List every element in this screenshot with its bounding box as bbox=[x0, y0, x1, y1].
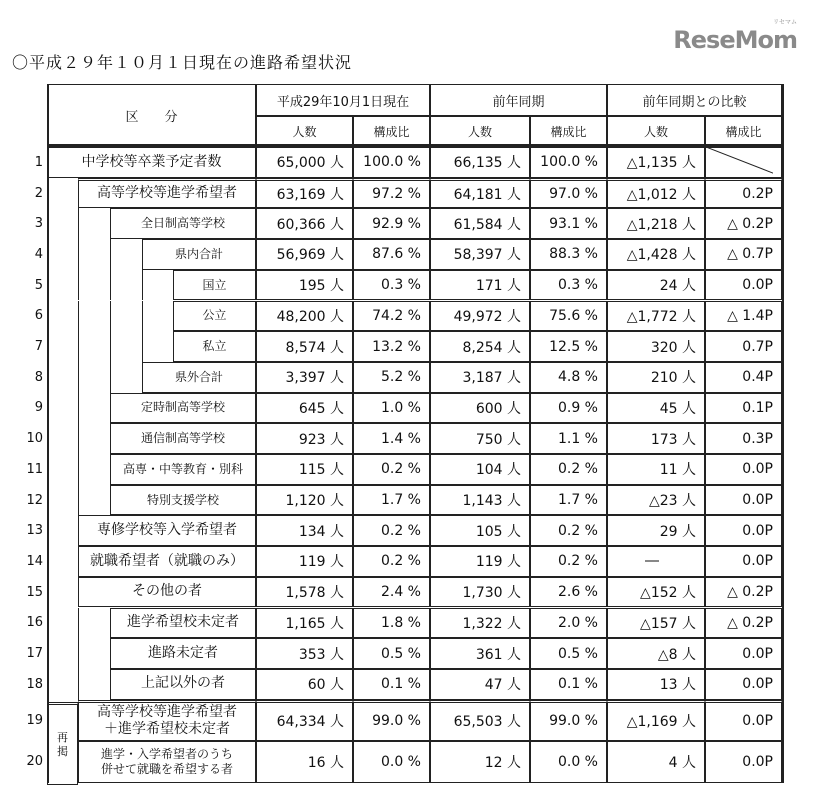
cell-current-count: 1,578 人 bbox=[256, 577, 353, 608]
cell-diff-count: △152 人 bbox=[607, 577, 705, 608]
cell-diff-ratio: 0.0P bbox=[705, 741, 782, 783]
row-label: 私立 bbox=[173, 331, 256, 362]
cell-diff-ratio: 0.0P bbox=[705, 700, 782, 742]
row-label: 進学・入学希望者のうち 併せて就職を希望する者 bbox=[78, 741, 256, 783]
cell-current-count: 8,574 人 bbox=[256, 331, 353, 362]
cell-prev-ratio: 0.2 % bbox=[530, 546, 607, 577]
cell-diff-ratio: 0.0P bbox=[705, 546, 782, 577]
diagonal-slash bbox=[706, 147, 773, 177]
bracket-line bbox=[78, 423, 79, 454]
cell-prev-count: 3,187 人 bbox=[430, 362, 530, 393]
cell-diff-ratio: 0.3P bbox=[705, 423, 782, 454]
cell-diff-count: △1,428 人 bbox=[607, 239, 705, 270]
cell-prev-ratio: 0.9 % bbox=[530, 393, 607, 424]
cell-prev-ratio: 75.6 % bbox=[530, 301, 607, 332]
cell-current-ratio: 0.5 % bbox=[353, 638, 430, 669]
watermark-subtext: リセマム bbox=[773, 19, 797, 26]
header-sub: 人数 bbox=[256, 116, 353, 146]
row-label: 国立 bbox=[173, 270, 256, 301]
bracket-line bbox=[78, 208, 79, 239]
bracket-line bbox=[110, 301, 111, 332]
cell-diff-ratio: 0.2P bbox=[705, 178, 782, 209]
row-number: 19 bbox=[26, 712, 43, 728]
cell-diff-ratio: 0.0P bbox=[705, 638, 782, 669]
cell-current-ratio: 97.2 % bbox=[353, 178, 430, 209]
bracket-line bbox=[78, 669, 79, 700]
bracket-line bbox=[110, 331, 111, 362]
cell-current-count: 16 人 bbox=[256, 741, 353, 783]
cell-prev-ratio: 0.3 % bbox=[530, 270, 607, 301]
cell-prev-ratio: 88.3 % bbox=[530, 239, 607, 270]
header-category: 区 分 bbox=[47, 84, 256, 146]
cell-diff-ratio: 0.0P bbox=[705, 669, 782, 700]
row-number: 6 bbox=[34, 308, 43, 324]
cell-prev-ratio: 93.1 % bbox=[530, 208, 607, 239]
row-number: 12 bbox=[26, 492, 43, 508]
cell-current-count: 64,334 人 bbox=[256, 700, 353, 742]
row-label: 進路未定者 bbox=[110, 638, 256, 669]
cell-prev-count: 1,143 人 bbox=[430, 485, 530, 516]
cell-current-count: 1,165 人 bbox=[256, 608, 353, 639]
bracket-line bbox=[142, 301, 143, 332]
cell-prev-count: 119 人 bbox=[430, 546, 530, 577]
cell-prev-count: 171 人 bbox=[430, 270, 530, 301]
cell-diff-ratio bbox=[705, 147, 782, 178]
row-number: 17 bbox=[26, 646, 43, 662]
bracket-line bbox=[142, 331, 143, 362]
cell-current-ratio: 0.0 % bbox=[353, 741, 430, 783]
row-label: 定時制高等学校 bbox=[110, 393, 256, 424]
cell-current-count: 115 人 bbox=[256, 454, 353, 485]
cell-prev-count: 64,181 人 bbox=[430, 178, 530, 209]
cell-diff-ratio: △ 1.4P bbox=[705, 301, 782, 332]
row-number: 16 bbox=[26, 615, 43, 631]
row-number: 10 bbox=[26, 431, 43, 447]
cell-prev-count: 1,322 人 bbox=[430, 608, 530, 639]
cell-diff-ratio: △ 0.2P bbox=[705, 608, 782, 639]
cell-current-count: 60 人 bbox=[256, 669, 353, 700]
cell-diff-count: 29 人 bbox=[607, 515, 705, 546]
bracket-line bbox=[78, 454, 79, 485]
cell-prev-ratio: 0.5 % bbox=[530, 638, 607, 669]
cell-prev-ratio: 0.1 % bbox=[530, 669, 607, 700]
cell-diff-ratio: 0.0P bbox=[705, 270, 782, 301]
cell-diff-count: 4 人 bbox=[607, 741, 705, 783]
cell-diff-ratio: 0.7P bbox=[705, 331, 782, 362]
header-sub: 人数 bbox=[430, 116, 530, 146]
cell-diff-count: 11 人 bbox=[607, 454, 705, 485]
cell-diff-ratio: 0.0P bbox=[705, 515, 782, 546]
cell-diff-count: △157 人 bbox=[607, 608, 705, 639]
cell-diff-ratio: 0.4P bbox=[705, 362, 782, 393]
row-number: 13 bbox=[26, 523, 43, 539]
watermark-text: ReseMom bbox=[673, 26, 797, 54]
cell-prev-count: 104 人 bbox=[430, 454, 530, 485]
cell-prev-ratio: 0.2 % bbox=[530, 454, 607, 485]
cell-current-ratio: 2.4 % bbox=[353, 577, 430, 608]
row-number: 15 bbox=[26, 584, 43, 600]
cell-current-ratio: 5.2 % bbox=[353, 362, 430, 393]
cell-current-count: 1,120 人 bbox=[256, 485, 353, 516]
cell-current-ratio: 1.8 % bbox=[353, 608, 430, 639]
row-label: 県内合計 bbox=[142, 239, 256, 270]
cell-diff-count: △1,135 人 bbox=[607, 147, 705, 178]
header-sub: 構成比 bbox=[530, 116, 607, 146]
cell-prev-count: 49,972 人 bbox=[430, 301, 530, 332]
cell-current-ratio: 0.1 % bbox=[353, 669, 430, 700]
cell-diff-count: 210 人 bbox=[607, 362, 705, 393]
cell-diff-count: △1,169 人 bbox=[607, 700, 705, 742]
row-label: 全日制高等学校 bbox=[110, 208, 256, 239]
cell-current-ratio: 87.6 % bbox=[353, 239, 430, 270]
cell-diff-ratio: 0.0P bbox=[705, 485, 782, 516]
header-divider bbox=[47, 144, 782, 147]
cell-diff-count: 320 人 bbox=[607, 331, 705, 362]
cell-prev-count: 61,584 人 bbox=[430, 208, 530, 239]
cell-diff-ratio: 0.1P bbox=[705, 393, 782, 424]
bracket-line bbox=[78, 638, 79, 669]
cell-diff-count: 13 人 bbox=[607, 669, 705, 700]
row-number: 1 bbox=[34, 154, 43, 170]
cell-diff-ratio: △ 0.2P bbox=[705, 577, 782, 608]
cell-current-count: 56,969 人 bbox=[256, 239, 353, 270]
cell-diff-count: △1,772 人 bbox=[607, 301, 705, 332]
row-label: 進学希望校未定者 bbox=[110, 608, 256, 639]
cell-prev-count: 600 人 bbox=[430, 393, 530, 424]
page-title: 〇平成２９年１０月１日現在の進路希望状況 bbox=[12, 53, 353, 72]
cell-current-count: 48,200 人 bbox=[256, 301, 353, 332]
cell-current-ratio: 100.0 % bbox=[353, 147, 430, 178]
cell-diff-ratio: △ 0.2P bbox=[705, 208, 782, 239]
cell-current-count: 923 人 bbox=[256, 423, 353, 454]
row-number: 9 bbox=[34, 400, 43, 416]
row-label: 通信制高等学校 bbox=[110, 423, 256, 454]
bracket-line bbox=[78, 393, 79, 424]
cell-prev-ratio: 0.0 % bbox=[530, 741, 607, 783]
row-label: 高等学校等進学希望者 bbox=[78, 178, 256, 209]
row-number: 20 bbox=[26, 754, 43, 770]
cell-current-count: 134 人 bbox=[256, 515, 353, 546]
row-number: 11 bbox=[26, 461, 43, 477]
saikei-label: 再 掲 bbox=[47, 702, 78, 785]
cell-prev-count: 66,135 人 bbox=[430, 147, 530, 178]
cell-current-ratio: 0.3 % bbox=[353, 270, 430, 301]
row-number: 2 bbox=[34, 185, 43, 201]
bracket-line bbox=[78, 608, 79, 639]
cell-current-ratio: 0.2 % bbox=[353, 546, 430, 577]
cell-prev-ratio: 4.8 % bbox=[530, 362, 607, 393]
cell-current-count: 65,000 人 bbox=[256, 147, 353, 178]
bracket-line bbox=[78, 301, 79, 332]
cell-diff-count: 45 人 bbox=[607, 393, 705, 424]
cell-diff-ratio: 0.0P bbox=[705, 454, 782, 485]
row-number: 7 bbox=[34, 339, 43, 355]
outer-border-left bbox=[47, 84, 49, 783]
cell-prev-ratio: 99.0 % bbox=[530, 700, 607, 742]
cell-prev-count: 361 人 bbox=[430, 638, 530, 669]
cell-prev-count: 65,503 人 bbox=[430, 700, 530, 742]
row-label: 専修学校等入学希望者 bbox=[78, 515, 256, 546]
row-label: 中学校等卒業予定者数 bbox=[47, 147, 256, 178]
row-label: 高専・中等教育・別科 bbox=[110, 454, 256, 485]
cell-diff-count: △23 人 bbox=[607, 485, 705, 516]
cell-prev-count: 105 人 bbox=[430, 515, 530, 546]
cell-current-ratio: 92.9 % bbox=[353, 208, 430, 239]
cell-current-count: 353 人 bbox=[256, 638, 353, 669]
header-sub: 構成比 bbox=[353, 116, 430, 146]
cell-current-ratio: 74.2 % bbox=[353, 301, 430, 332]
cell-prev-count: 12 人 bbox=[430, 741, 530, 783]
row-number: 4 bbox=[34, 246, 43, 262]
cell-prev-count: 58,397 人 bbox=[430, 239, 530, 270]
cell-current-ratio: 0.2 % bbox=[353, 515, 430, 546]
row-number: 18 bbox=[26, 676, 43, 692]
cell-prev-count: 8,254 人 bbox=[430, 331, 530, 362]
bracket-line bbox=[78, 485, 79, 516]
cell-diff-count: ― bbox=[607, 546, 705, 577]
bracket-line bbox=[142, 270, 143, 301]
row-label: 上記以外の者 bbox=[110, 669, 256, 700]
row-label: 特別支援学校 bbox=[110, 485, 256, 516]
header-group: 前年同期 bbox=[430, 84, 607, 116]
row-number: 5 bbox=[34, 277, 43, 293]
cell-current-count: 645 人 bbox=[256, 393, 353, 424]
header-group: 平成29年10月1日現在 bbox=[256, 84, 430, 116]
bracket-line bbox=[110, 239, 111, 270]
cell-prev-ratio: 12.5 % bbox=[530, 331, 607, 362]
bracket-line bbox=[78, 270, 79, 301]
outer-border-right bbox=[782, 84, 784, 783]
cell-prev-ratio: 2.0 % bbox=[530, 608, 607, 639]
header-group: 前年同期との比較 bbox=[607, 84, 782, 116]
cell-prev-ratio: 0.2 % bbox=[530, 515, 607, 546]
cell-current-ratio: 99.0 % bbox=[353, 700, 430, 742]
cell-prev-count: 1,730 人 bbox=[430, 577, 530, 608]
cell-prev-ratio: 97.0 % bbox=[530, 178, 607, 209]
cell-current-count: 63,169 人 bbox=[256, 178, 353, 209]
cell-current-ratio: 1.4 % bbox=[353, 423, 430, 454]
cell-current-count: 195 人 bbox=[256, 270, 353, 301]
cell-prev-count: 47 人 bbox=[430, 669, 530, 700]
bracket-line bbox=[78, 331, 79, 362]
cell-diff-count: △1,012 人 bbox=[607, 178, 705, 209]
cell-prev-ratio: 1.1 % bbox=[530, 423, 607, 454]
cell-diff-count: 24 人 bbox=[607, 270, 705, 301]
cell-prev-ratio: 1.7 % bbox=[530, 485, 607, 516]
resemom-watermark bbox=[673, 20, 797, 52]
bracket-line bbox=[78, 239, 79, 270]
row-number: 14 bbox=[26, 553, 43, 569]
cell-current-ratio: 1.0 % bbox=[353, 393, 430, 424]
row-label: 高等学校等進学希望者 ＋進学希望校未定者 bbox=[78, 700, 256, 742]
cell-current-ratio: 13.2 % bbox=[353, 331, 430, 362]
row-number: 8 bbox=[34, 369, 43, 385]
row-label: その他の者 bbox=[78, 577, 256, 608]
cell-prev-ratio: 2.6 % bbox=[530, 577, 607, 608]
cell-diff-ratio: △ 0.7P bbox=[705, 239, 782, 270]
cell-prev-ratio: 100.0 % bbox=[530, 147, 607, 178]
header-sub: 人数 bbox=[607, 116, 705, 146]
bracket-line bbox=[110, 270, 111, 301]
header-sub: 構成比 bbox=[705, 116, 782, 146]
cell-diff-count: △1,218 人 bbox=[607, 208, 705, 239]
row-number: 3 bbox=[34, 216, 43, 232]
cell-diff-count: 173 人 bbox=[607, 423, 705, 454]
cell-current-count: 119 人 bbox=[256, 546, 353, 577]
cell-prev-count: 750 人 bbox=[430, 423, 530, 454]
row-label: 就職希望者（就職のみ） bbox=[78, 546, 256, 577]
cell-current-count: 60,366 人 bbox=[256, 208, 353, 239]
row-label: 県外合計 bbox=[142, 362, 256, 393]
cell-current-ratio: 0.2 % bbox=[353, 454, 430, 485]
row-label: 公立 bbox=[173, 301, 256, 332]
bracket-line bbox=[78, 362, 79, 393]
cell-current-count: 3,397 人 bbox=[256, 362, 353, 393]
cell-diff-count: △8 人 bbox=[607, 638, 705, 669]
cell-current-ratio: 1.7 % bbox=[353, 485, 430, 516]
bracket-line bbox=[110, 362, 111, 393]
